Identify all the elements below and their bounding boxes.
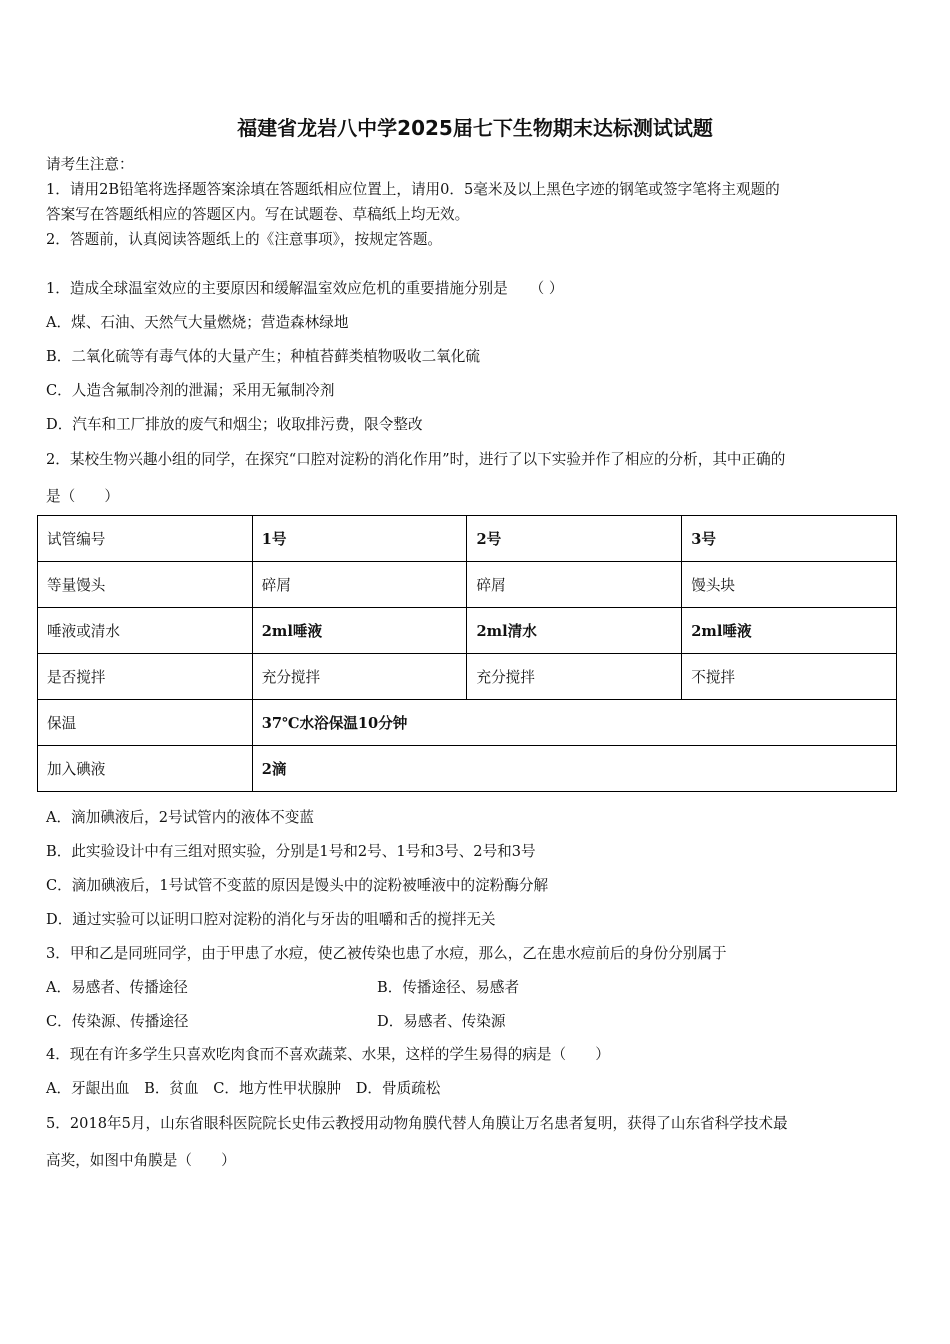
table-row [38, 654, 897, 700]
table-cell: 加入碘液 [38, 746, 253, 792]
table-cell: 保温 [38, 700, 253, 746]
table-cell: 2ml唾液 [682, 608, 897, 654]
table-cell: 2ml唾液 [252, 608, 467, 654]
q3-option-a: A．易感者、传播途径 [46, 979, 188, 996]
q4-stem: 4．现在有许多学生只喜欢吃肉食而不喜欢蔬菜、水果，这样的学生易得的病是（ ） [46, 1046, 610, 1063]
q1-option-b: B．二氧化硫等有毒气体的大量产生；种植苔藓类植物吸收二氧化硫 [46, 348, 480, 365]
table-cell: 等量馒头 [38, 562, 253, 608]
table-cell: 充分搅拌 [467, 654, 682, 700]
table-row [38, 608, 897, 654]
q2-stem-line-1: 2．某校生物兴趣小组的同学，在探究“口腔对淀粉的消化作用”时，进行了以下实验并作了相应的分析，其中正确的 [46, 451, 786, 468]
table-cell: 碎屑 [252, 562, 467, 608]
table-cell: 馒头块 [682, 562, 897, 608]
table-cell: 2滴 [252, 746, 896, 792]
table-row [38, 516, 897, 562]
table-row [38, 700, 897, 746]
q3-option-d: D．易感者、传染源 [377, 1013, 506, 1030]
table-cell: 试管编号 [38, 516, 253, 562]
table-cell: 充分搅拌 [252, 654, 467, 700]
notice-heading: 请考生注意： [46, 156, 134, 173]
table-cell: 是否搅拌 [38, 654, 253, 700]
q5-stem-line-1: 5．2018年5月，山东省眼科医院院长史伟云教授用动物角膜代替人角膜让万名患者复明，获得了山东省科学技术最 [46, 1115, 788, 1132]
q4-options: A．牙龈出血 B．贫血 C．地方性甲状腺肿 D．骨质疏松 [46, 1080, 441, 1097]
experiment-table [37, 515, 897, 792]
notice-item-1-line-1: 1．请用2B铅笔将选择题答案涂填在答题纸相应位置上，请用0．5毫米及以上黑色字迹的钢笔或签字笔将主观题的 [46, 181, 780, 198]
table-cell: 1号 [252, 516, 467, 562]
table-cell: 唾液或清水 [38, 608, 253, 654]
table-row [38, 562, 897, 608]
q1-option-d: D．汽车和工厂排放的废气和烟尘；收取排污费，限令整改 [46, 416, 423, 433]
q1-option-c: C．人造含氟制冷剂的泄漏；采用无氟制冷剂 [46, 382, 335, 399]
q2-option-c: C．滴加碘液后，1号试管不变蓝的原因是馒头中的淀粉被唾液中的淀粉酶分解 [46, 877, 549, 894]
q2-stem-line-2: 是（ ） [46, 488, 119, 505]
q3-option-c: C．传染源、传播途径 [46, 1013, 189, 1030]
q3-option-b: B．传播途径、易感者 [377, 979, 520, 996]
q2-option-d: D．通过实验可以证明口腔对淀粉的消化与牙齿的咀嚼和舌的搅拌无关 [46, 911, 496, 928]
notice-item-2: 2．答题前，认真阅读答题纸上的《注意事项》，按规定答题。 [46, 231, 443, 248]
q3-stem: 3．甲和乙是同班同学，由于甲患了水痘，使乙被传染也患了水痘，那么，乙在患水痘前后的身份分别属于 [46, 945, 727, 962]
q5-stem-line-2: 高奖，如图中角膜是（ ） [46, 1152, 236, 1169]
table-row [38, 746, 897, 792]
notice-item-1-line-2: 答案写在答题纸相应的答题区内。写在试题卷、草稿纸上均无效。 [46, 206, 470, 223]
table-cell: 37℃水浴保温10分钟 [252, 700, 896, 746]
q2-option-a: A．滴加碘液后，2号试管内的液体不变蓝 [46, 809, 314, 826]
table-cell: 2ml清水 [467, 608, 682, 654]
q1-stem: 1．造成全球温室效应的主要原因和缓解温室效应危机的重要措施分别是 （ ） [46, 280, 564, 297]
q1-option-a: A．煤、石油、天然气大量燃烧；营造森林绿地 [46, 314, 349, 331]
table-cell: 2号 [467, 516, 682, 562]
table-cell: 3号 [682, 516, 897, 562]
exam-title: 福建省龙岩八中学2025届七下生物期末达标测试试题 [237, 116, 713, 140]
q2-option-b: B．此实验设计中有三组对照实验，分别是1号和2号、1号和3号、2号和3号 [46, 843, 536, 860]
table-cell: 碎屑 [467, 562, 682, 608]
table-cell: 不搅拌 [682, 654, 897, 700]
